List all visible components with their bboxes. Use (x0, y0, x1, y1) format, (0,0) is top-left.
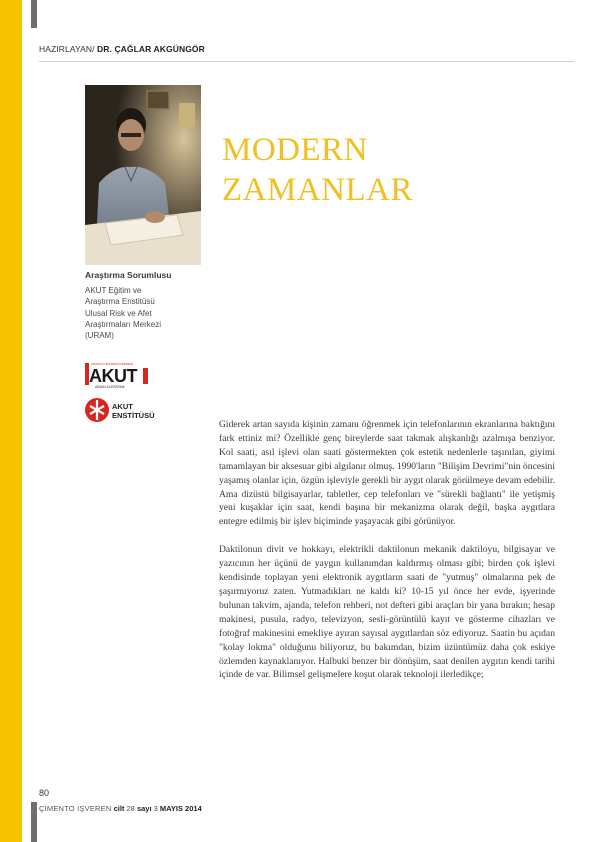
header-rule (39, 61, 574, 62)
footer-date: MAYIS 2014 (159, 804, 202, 813)
byline-author: DR. ÇAĞLAR AKGÜNGÖR (97, 44, 205, 54)
article-title (222, 130, 552, 210)
footer-sayi-label: sayı (136, 804, 152, 813)
author-organization (85, 285, 205, 341)
enstitu-logo-line1: AKUT (112, 402, 133, 411)
article-title-line: MODERN (222, 132, 369, 168)
footer-cilt-value: 28 (126, 804, 135, 813)
footer-publication (39, 804, 202, 813)
article-body (219, 418, 555, 696)
accent-side-bar (0, 0, 22, 842)
author-org-line: AKUT Eğitim ve (85, 286, 142, 295)
author-org-line: Araştırmaları Merkezi (85, 319, 162, 329)
akut-logo-top-text: ARAMA KURTARMA DERNEĞİ (91, 362, 134, 366)
author-photo (85, 85, 201, 265)
akut-enstitusu-logo (85, 397, 175, 423)
footer-brand: ÇİMENTO İŞVEREN (39, 804, 112, 813)
footer-cilt-label: cilt (113, 804, 125, 813)
author-org-line: (URAM) (85, 331, 114, 341)
author-position: Araştırma Sorumlusu (85, 270, 172, 280)
author-org-line: Ulusal Risk ve Afet (85, 308, 152, 318)
author-org-line: Araştırma Enstitüsü (85, 297, 155, 307)
akut-logo (85, 360, 175, 390)
byline-role: HAZIRLAYAN/ (39, 44, 95, 54)
akut-logo-wordmark: AKUT (89, 366, 137, 386)
footer-sayi-value: 3 (153, 804, 158, 813)
author-photo-illustration (85, 85, 201, 265)
akut-logo-sub-text: ARAMA KURTARMA (95, 385, 125, 389)
byline (39, 44, 205, 54)
article-paragraph: Daktilonun divit ve hokkayı, elektrikli daktilonun mekanik daktiloyu, bilgisayar ve yazıcının her üçünü de yaygın kullanımdan kaldırmış olması gibi; birden çok işlevi kendisinde toplayan yeni elektronik aygıtların saati de "yutmuş" olmalarına pek de şaşırmıyoruz zaten. Yutmadıkları ne kaldı ki? 10-15 yıl önce her evde, işyerinde bulunan takvim, ajanda, telefon rehberi, not defteri gibi araçları bir yana bırakın; hesap makinesi, pusula, radyo, televizyon, sesli-görüntülü kayıt ve gösterme cihazları ve fotoğraf makinesini emekliye ayıran sayısal aygıtlardan söz ediyoruz. Saatin bu açıdan "kolay lokma" olduğunu biliyoruz, bu bakımdan, bizim üzüntümüz daha çok eskiye özlemden kaynaklanıyor. Halbuki benzer bir dönüşüm, saat denilen aygıtın kendi tarihi içinde de var. Bilimsel gelişmelere koşut olarak teknoloji ilerledikçe; (219, 544, 555, 681)
top-margin-tick (31, 0, 37, 28)
article-paragraph: Giderek artan sayıda kişinin zamanı öğrenmek için telefonlarının ekranlarına baktığını fark ettiniz mi? Özellikle genç bireylerde saat takmak alışkanlığı azalmışa benziyor. Kol saati, asıl işlevi olan saati göstermekten çok estetik nedenlerle taşınılan, giyimi tamamlayan bir aksesuar gibi algılanır olmuş. 1990'ların "Bilişim Devrimi"nin öncesini yaşamış olanlar için, özgün işleviyle gerekli bir aygıt olarak görülmeye devam edebilir. Ama dizüstü bilgisayarlar, tabletler, cep telefonları ve "sürekli bağlantı" ile yetişmiş yeni kuşaklar için saat, kendi başına bir mekanizma olarak değil, başka aygıtlara entegre edilmiş bir işlev biçiminde yaşayacak gibi görünüyor. (219, 419, 555, 528)
article-title-line: ZAMANLAR (222, 172, 413, 208)
author-info (85, 270, 205, 341)
bottom-margin-tick (31, 802, 37, 842)
enstitu-logo-line2: ENSTİTÜSÜ (112, 411, 155, 420)
page-number: 80 (39, 788, 50, 798)
